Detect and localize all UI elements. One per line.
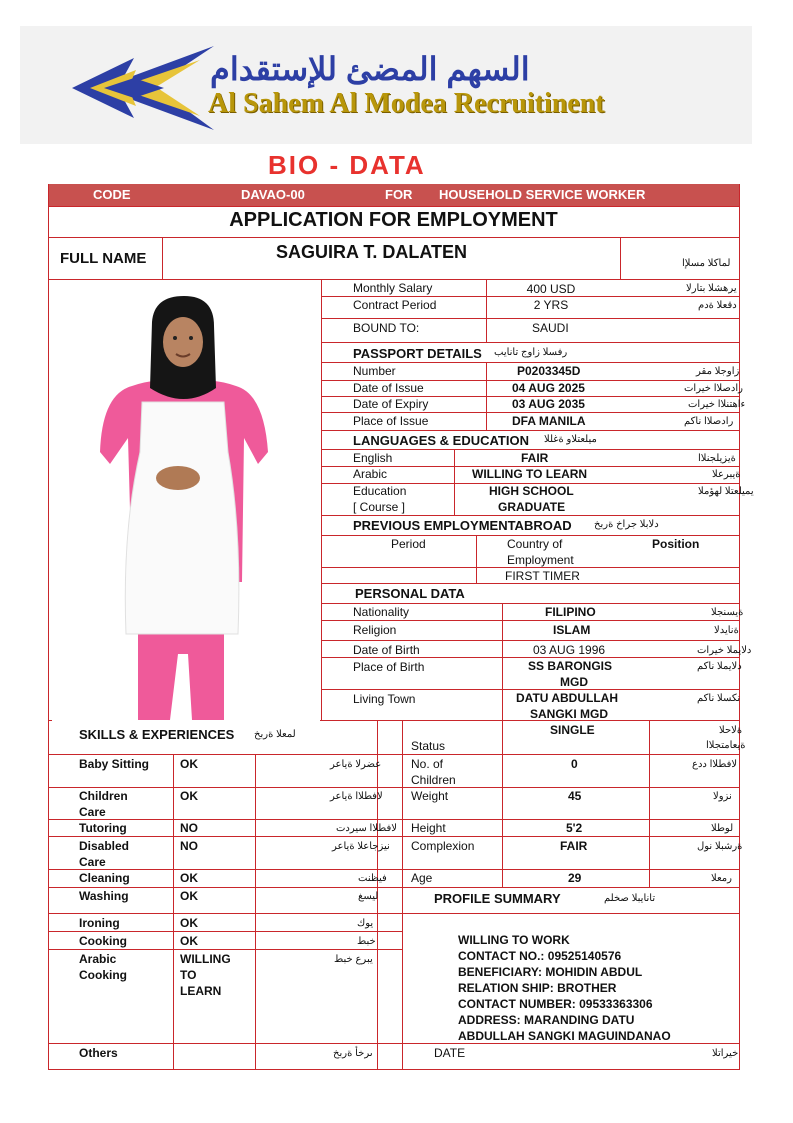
previous-employment-title: PREVIOUS EMPLOYMENTABROAD	[353, 518, 572, 533]
previous-employment-arabic: دلابلا جراخ ةربخ	[594, 519, 659, 530]
complexion-value: FAIR	[560, 839, 588, 853]
arabic-cooking-value-2: TO	[180, 968, 197, 982]
education-arabic: يميلعتلا لهؤملا	[698, 486, 754, 497]
issue-date-value: 04 AUG 2025	[512, 381, 585, 395]
header-bar	[48, 184, 739, 206]
ironing-arabic: يوك	[357, 918, 374, 929]
others-arabic: ىرخأ ةربخ	[333, 1048, 373, 1059]
dob-arabic: دلايملا خيرات	[697, 645, 752, 656]
living-town-value-2: SANGKI MGD	[530, 707, 608, 721]
education-label: Education	[353, 484, 407, 498]
code-label: CODE	[93, 187, 131, 202]
disabled-care-value: NO	[180, 839, 198, 853]
english-label: English	[353, 451, 393, 465]
living-town-arabic: نكسلا ناكم	[697, 693, 741, 704]
living-town-value: DATU ABDULLAH	[516, 691, 618, 705]
children-care-value: OK	[180, 789, 198, 803]
tutoring-arabic: لافطلاا سيردت	[336, 823, 397, 834]
washing-value: OK	[180, 889, 198, 903]
passport-number-label: Number	[353, 364, 396, 378]
full-name-arabic-label: لماكلا مسلإا	[682, 258, 731, 269]
cooking-label: Cooking	[79, 934, 127, 948]
status-label: Status	[411, 739, 446, 753]
arabic-cooking-value: WILLING	[180, 952, 231, 966]
expiry-date-label: Date of Expiry	[353, 397, 429, 411]
cooking-value: OK	[180, 934, 198, 948]
pob-label: Place of Birth	[353, 660, 425, 674]
children-value: 0	[571, 757, 578, 771]
children-arabic: لافطلاا ددع	[692, 759, 738, 770]
baby-sitting-arabic: عضرلا ةياعر	[330, 759, 382, 770]
date-label: DATE	[434, 1046, 466, 1060]
languages-section-arabic: ميلعتلاو ةغللا	[544, 434, 597, 445]
washing-label: Washing	[79, 889, 129, 903]
previous-employment-value: FIRST TIMER	[505, 569, 580, 583]
english-value: FAIR	[521, 451, 549, 465]
expiry-date-value: 03 AUG 2035	[512, 397, 585, 411]
profile-line: WILLING TO WORK	[458, 933, 570, 947]
cleaning-value: OK	[180, 871, 198, 885]
for-label: FOR	[385, 187, 413, 202]
nationality-arabic: ةيسنجلا	[711, 607, 744, 618]
pob-value: SS BARONGIS	[528, 659, 613, 673]
issue-place-label: Place of Issue	[353, 414, 429, 428]
arabic-arabic: ةيبرعلا	[712, 469, 741, 480]
children-label: No. of	[411, 757, 444, 771]
dob-value: 03 AUG 1996	[533, 643, 606, 657]
ironing-label: Ironing	[79, 916, 120, 930]
bound-to-label: BOUND TO:	[353, 321, 420, 335]
skills-section-title: SKILLS & EXPERIENCES	[79, 727, 235, 742]
washing-arabic: ليسغ	[358, 891, 379, 902]
monthly-salary-arabic: يرهشلا بتارلا	[686, 283, 737, 294]
children-care-label-2: Care	[79, 805, 106, 819]
issue-place-arabic: رادصلاا ناكم	[684, 416, 734, 427]
weight-label: Weight	[411, 789, 449, 803]
cooking-arabic: خبط	[357, 936, 376, 947]
contract-period-value: 2 YRS	[533, 298, 569, 312]
ironing-value: OK	[180, 916, 198, 930]
complexion-label: Complexion	[411, 839, 475, 853]
issue-place-value: DFA MANILA	[512, 414, 586, 428]
arabic-cooking-value-3: LEARN	[180, 984, 222, 998]
application-title: APPLICATION FOR EMPLOYMENT	[229, 209, 558, 231]
nationality-value: FILIPINO	[545, 605, 596, 619]
status-arabic: ةلاحلا	[719, 725, 743, 736]
children-care-label: Children	[79, 789, 128, 803]
contract-period-label: Contract Period	[353, 298, 437, 312]
bound-to-value: SAUDI	[532, 321, 569, 335]
english-arabic: ةيزيلجنلاا	[698, 453, 736, 464]
code-value: DAVAO-00	[241, 187, 305, 202]
passport-number-value: P0203345D	[517, 364, 581, 378]
disabled-care-label-2: Care	[79, 855, 106, 869]
arabic-value: WILLING TO LEARN	[472, 467, 588, 481]
issue-date-arabic: رادصلاا خيرات	[684, 383, 743, 394]
education-value-2: GRADUATE	[498, 500, 566, 514]
profile-line: ABDULLAH SANGKI MAGUINDANAO	[458, 1029, 671, 1043]
date-arabic: خيراتلا	[712, 1048, 739, 1059]
disabled-care-arabic: نيزجاعلا ةياعر	[332, 841, 390, 852]
document-title: BIO - DATA	[268, 150, 426, 180]
full-name-label: FULL NAME	[60, 250, 147, 267]
status-arabic-2: ةيعامتجلاا	[706, 740, 746, 751]
dob-label: Date of Birth	[353, 643, 420, 657]
height-value: 5'2	[566, 821, 583, 835]
arabic-cooking-label-2: Cooking	[79, 968, 127, 982]
education-value: HIGH SCHOOL	[489, 484, 574, 498]
position-value: HOUSEHOLD SERVICE WORKER	[439, 187, 646, 202]
religion-value: ISLAM	[553, 623, 591, 637]
profile-line: CONTACT NUMBER: 09533363306	[458, 997, 653, 1011]
others-label: Others	[79, 1046, 118, 1060]
baby-sitting-label: Baby Sitting	[79, 757, 150, 771]
country-header: Country of	[507, 537, 563, 551]
languages-section-title: LANGUAGES & EDUCATION	[353, 433, 529, 448]
expiry-date-arabic: ءاهتنلاا خيرات	[688, 399, 746, 410]
arabic-label: Arabic	[353, 467, 388, 481]
height-arabic: لوطلا	[711, 823, 734, 834]
logo-arabic-name: السهم المضئ للإستقدام	[210, 51, 530, 87]
profile-line: ADDRESS: MARANDING DATU	[458, 1013, 635, 1027]
cleaning-arabic: فيظنت	[358, 873, 387, 884]
status-value: SINGLE	[550, 723, 595, 737]
personal-section-title: PERSONAL DATA	[355, 586, 465, 601]
religion-arabic: ةنايدلا	[714, 625, 739, 636]
profile-line: CONTACT NO.: 09525140576	[458, 949, 622, 963]
pob-value-2: MGD	[560, 675, 588, 689]
contract-period-arabic: دقعلا ةدم	[698, 300, 737, 311]
weight-value: 45	[568, 789, 582, 803]
arrow-logo-icon	[64, 40, 216, 136]
tutoring-value: NO	[180, 821, 198, 835]
passport-section-title: PASSPORT DETAILS	[353, 346, 482, 361]
living-town-label: Living Town	[353, 692, 416, 706]
age-arabic: رمعلا	[711, 873, 732, 884]
nationality-label: Nationality	[353, 605, 410, 619]
passport-number-arabic: زاوجلا مقر	[696, 366, 740, 377]
height-label: Height	[411, 821, 446, 835]
children-label-2: Children	[411, 773, 456, 787]
arabic-cooking-label: Arabic	[79, 952, 117, 966]
disabled-care-label: Disabled	[79, 839, 130, 853]
pob-arabic: دلايملا ناكم	[697, 661, 742, 672]
weight-arabic: نزولا	[713, 791, 732, 802]
position-header: Position	[652, 537, 700, 551]
skills-section-arabic: لمعلا ةربخ	[254, 729, 296, 740]
country-header-2: Employment	[507, 553, 574, 567]
religion-label: Religion	[353, 623, 397, 637]
issue-date-label: Date of Issue	[353, 381, 424, 395]
education-course-label: [ Course ]	[353, 500, 406, 514]
complexion-arabic: ةرشبلا نول	[697, 841, 743, 852]
tutoring-label: Tutoring	[79, 821, 127, 835]
profile-summary-title: PROFILE SUMMARY	[434, 891, 561, 906]
monthly-salary-value: 400 USD	[526, 282, 576, 296]
passport-section-arabic: رفسلا زاوج تانايب	[494, 347, 568, 358]
applicant-photo	[52, 282, 320, 722]
baby-sitting-value: OK	[180, 757, 198, 771]
children-care-arabic: لافطلاا ةياعر	[330, 791, 383, 802]
profile-summary-arabic: تانايبلا صخلم	[604, 893, 656, 904]
cleaning-label: Cleaning	[79, 871, 130, 885]
full-name-value: SAGUIRA T. DALATEN	[276, 242, 467, 262]
monthly-salary-label: Monthly Salary	[353, 281, 433, 295]
age-value: 29	[568, 871, 582, 885]
logo-english-name: Al Sahem Al Modea Recruitinent	[208, 88, 605, 119]
arabic-cooking-arabic: يبرع خبط	[334, 954, 373, 965]
profile-line: BENEFICIARY: MOHIDIN ABDUL	[458, 965, 643, 979]
profile-line: RELATION SHIP: BROTHER	[458, 981, 617, 995]
period-header: Period	[391, 537, 426, 551]
age-label: Age	[411, 871, 433, 885]
